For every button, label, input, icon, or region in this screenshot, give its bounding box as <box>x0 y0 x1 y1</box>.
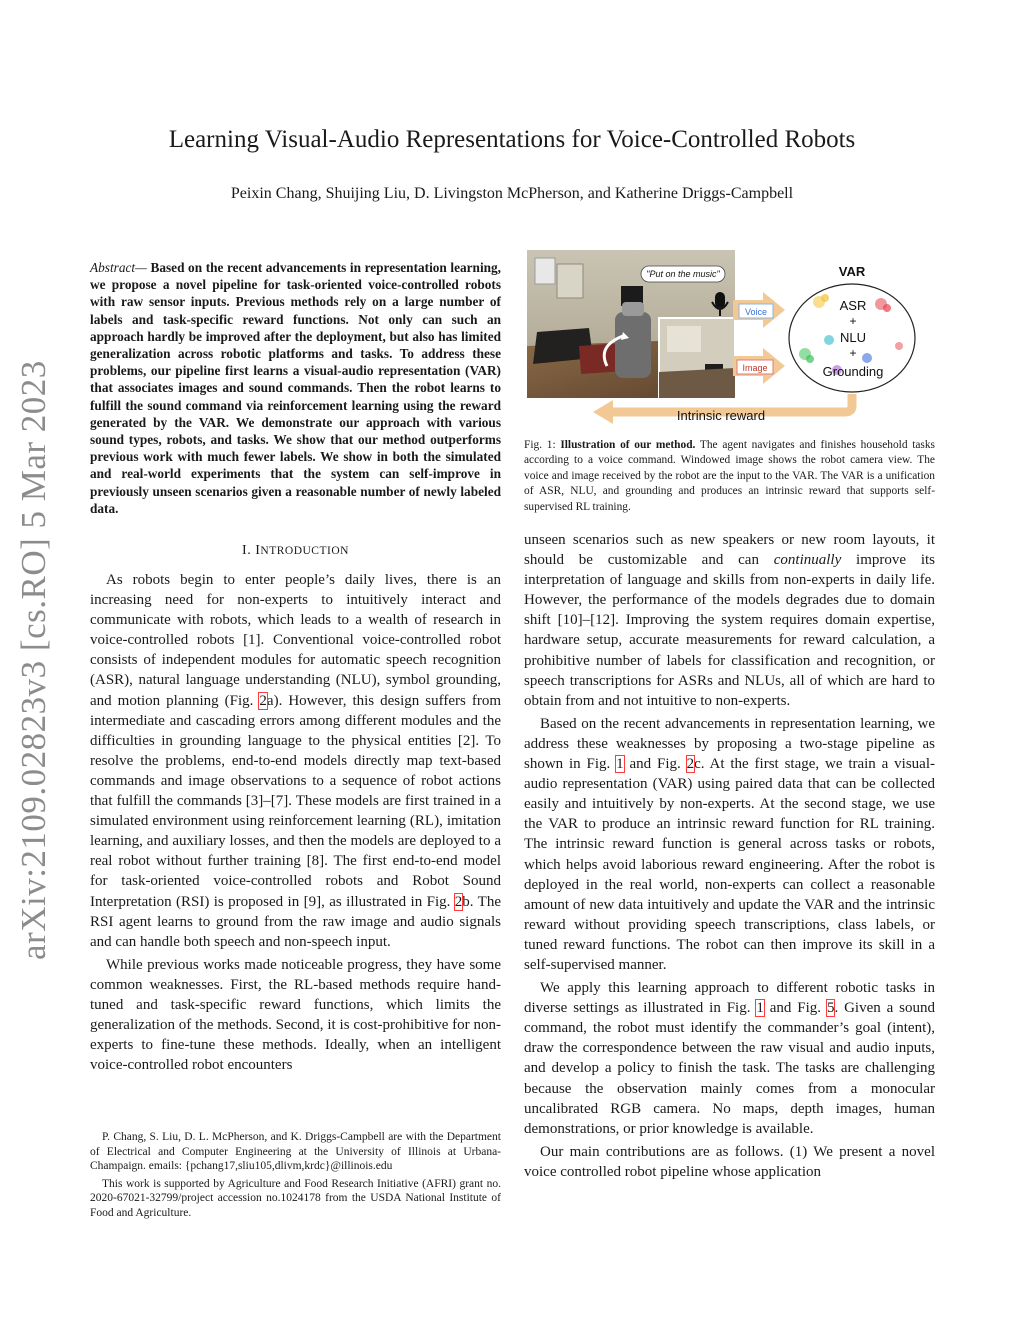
section-title-rest: NTRODUCTION <box>260 545 349 557</box>
image-label: Image <box>742 363 768 373</box>
intro-paragraph-1 <box>90 570 501 952</box>
speech-bubble-text: "Put on the music" <box>646 269 720 279</box>
footnote-affiliation: P. Chang, S. Liu, D. L. McPherson, and K. Driggs-Campbell are with the Department of Electrical and Computer Engineering at the University of Illinois at Urbana-Champaign. emails: {pchang17,sliu105,dlivm,krdc}@illinois.edu <box>90 1131 501 1173</box>
caption-text: The agent navigates and finishes household tasks according to a voice command. Windowed image shows the robot camera view. The voice and image received by the robot are the input to the VAR. The VAR is a unification of ASR, NLU, and grounding and produces an intrinsic reward that supports self-supervised RL training. <box>524 439 935 513</box>
voice-label: Voice <box>744 307 768 317</box>
introduction-body <box>90 570 501 1078</box>
right-p1-emphasis: continually <box>773 552 842 569</box>
right-column-body <box>524 530 935 1185</box>
intro-paragraph-2: While previous works made noticeable progress, they have some common weaknesses. First, the RL-based methods require hand-tuned and task-specific reward functions, which limits the generalization of the methods. Second, it is cost-prohibitive for non-experts to fine-tune these methods. Ideally, when an intelligent voice-controlled robot encounters <box>90 956 501 1074</box>
section-numeral: I. <box>242 543 252 558</box>
right-p3-text-c: . Given a sound command, the robot must identify the commander’s goal (intent), draw the correspondence between the raw visual and audio inputs, and develop a policy to finish the task. The tasks are challenging because the observation mainly comes from a monocular uncalibrated RGB camera. No maps, depth images, human demonstrations, or prior knowledge is available. <box>524 1000 936 1137</box>
section-heading-introduction <box>90 542 501 560</box>
figure-ref-link[interactable]: 2 <box>259 692 267 709</box>
figure-1-illustration <box>527 246 935 430</box>
section-title-cap: I <box>255 543 261 558</box>
figure-1 <box>527 246 935 430</box>
intrinsic-reward-label: Intrinsic reward <box>676 408 766 423</box>
footnote-funding: This work is supported by Agriculture and Food Research Initiative (AFRI) grant no. 2020-67021-32799/project accession no.1024178 from the USDA National Institute of Food and Agriculture. <box>90 1177 501 1219</box>
figure-ref-link[interactable]: 5 <box>826 1000 835 1017</box>
intro-p1-text-b: a). However, this design suffers from intermediate and cascading errors among different modules and the difficulties in grounding language to the physical entities [2]. To resolve the problems, end-to-end models directly map text-based commands and image observations to a sequence of robot actions that fulfill the commands [3]–[7]. These models are first trained in a simulated environment using reinforcement learning (RL), imitation learning, and auxiliary losses, and then the models are deployed to a real robot without further training [8]. The first end-to-end model for task-oriented voice-controlled robots and Robot Sound Interpretation (RSI) is proposed in [9], as illustrated in Fig. <box>90 692 501 910</box>
var-line-nlu: NLU <box>839 330 867 345</box>
abstract <box>90 259 501 517</box>
abstract-text: Based on the recent advancements in representation learning, we propose a novel pipeline for task-oriented voice-controlled robots with raw sensor inputs. Previous methods rely on a large number of labels and task-specific reward functions. Not only can such an approach hardly be improved after the deployment, but also has limited generalization across robotic platforms and tasks. To address these problems, our pipeline first learns a visual-audio representation (VAR) that associates images and sound commands. Then the robot learns to fulfill the sound command via reinforcement learning using the reward generated by the VAR. We demonstrate our approach with various sound types, robots, and tasks. We show that our method outperforms previous work with much fewer labels. We show in both the simulated and real-world experiments that the system can self-improve in previously unseen scenarios given a reasonable number of newly labeled data. <box>90 260 501 516</box>
paper-authors: Peixin Chang, Shuijing Liu, D. Livingston McPherson, and Katherine Driggs-Campbell <box>230 185 794 202</box>
right-p3-text-a: We apply this learning approach to different robotic tasks in diverse settings as illustrated in Fig. <box>524 980 935 1017</box>
right-paragraph-2 <box>524 714 935 975</box>
intro-p1-text-a: As robots begin to enter people’s daily lives, there is an increasing need for non-experts to intuitively interact and communicate with robots, which leads to a wealth of research in voice-controlled robots [1]. Conventional voice-controlled robot consists of independent modules for automatic speech recognition (ASR), natural language understanding (NLU), symbol grounding, and motion planning (Fig. <box>90 572 501 709</box>
arxiv-identifier: arXiv:2109.02823v3 [cs.RO] 5 Mar 2023 <box>14 360 53 960</box>
var-line-asr: ASR <box>839 298 867 313</box>
right-p2-text-c: c. At the first stage, we train a visual-audio representation (VAR) using paired data that can be collected easily and intuitively by non-experts. At the second stage, we use the VAR to produce an intrinsic reward function for RL training. The intrinsic reward function is general across tasks or robots, which helps avoid laborious reward engineering. After the robot is deployed in the real world, non-experts can collect a reasonable amount of new data intuitively and update the VAR and the intrinsic reward without providing speech transcriptions, class labels, or tuned reward functions. The robot can then improve its skill in a self-supervised manner. <box>524 756 935 973</box>
right-p1-text-a: unseen scenarios such as new speakers or new room layouts, it should be customizable and can <box>524 532 935 569</box>
abstract-label: Abstract— <box>90 260 147 275</box>
right-p3-text-b: and Fig. <box>763 1000 827 1017</box>
figure-ref-link[interactable]: 1 <box>756 1000 764 1017</box>
figure-1-caption <box>524 438 935 515</box>
var-line-grounding: Grounding <box>822 364 884 379</box>
figure-ref-link[interactable]: 1 <box>616 756 624 773</box>
var-line-plus-2: + <box>849 346 857 360</box>
right-paragraph-4: Our main contributions are as follows. (1) We present a novel voice controlled robot pipeline whose application <box>524 1143 935 1180</box>
caption-label: Fig. 1: <box>524 439 561 451</box>
right-p2-text-a: Based on the recent advancements in representation learning, we address these weaknesses by proposing a two-stage pipeline as shown in Fig. <box>524 715 935 773</box>
right-p1-text-b: improve its interpretation of language and skills from non-experts in daily life. However, the performance of the models degrades due to domain shift [10]–[12]. Improving the system requires domain expertise, hardware setup, accurate measurements for reward calculation, a prohibitive number of labels for classification and recognition, or speech transcriptions for ASRs and NLUs, all of which are hard to obtain from and not intuitive to non-experts. <box>524 552 935 709</box>
intro-p1-text-c: b. The RSI agent learns to ground from the raw image and audio signals and can handle both speech and non-speech input. <box>90 893 501 950</box>
caption-title: Illustration of our method. <box>560 439 696 451</box>
right-paragraph-1 <box>524 530 935 711</box>
var-title: VAR <box>838 264 866 279</box>
var-line-plus-1: + <box>849 314 857 328</box>
right-paragraph-3 <box>524 978 935 1139</box>
figure-ref-link[interactable]: 2 <box>686 756 695 773</box>
paper-title: Learning Visual-Audio Representations for Voice-Controlled Robots <box>168 126 856 153</box>
figure-ref-link[interactable]: 2 <box>454 893 463 910</box>
right-p2-text-b: and Fig. <box>623 756 687 773</box>
footnotes <box>90 1130 501 1224</box>
